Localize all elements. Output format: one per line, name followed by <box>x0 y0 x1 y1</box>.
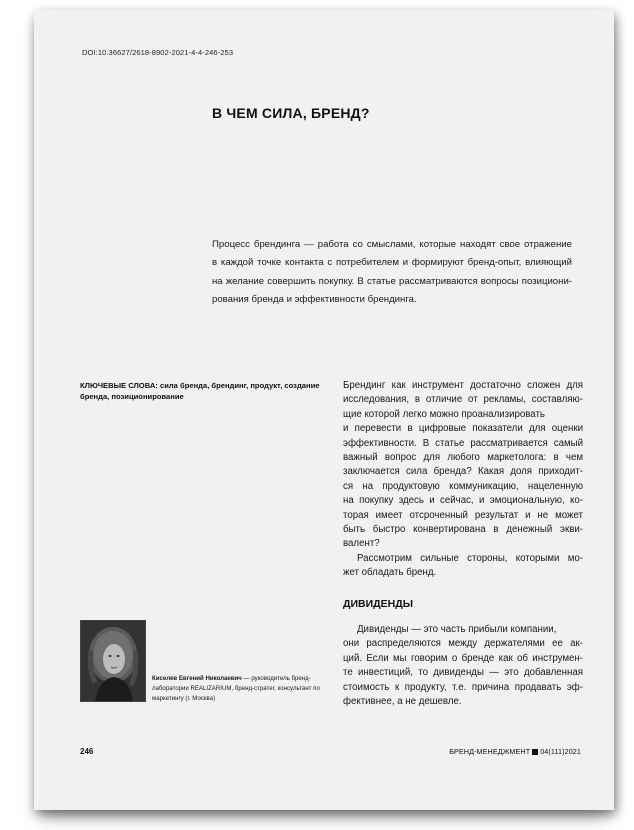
author-name: Киселев Евгений Николаевич <box>152 675 242 682</box>
section-line: ций. Если мы говорим о бренде как об инструмен- <box>343 652 583 664</box>
section-line: они распределяются между держателями ее ак- <box>343 638 583 650</box>
abstract-line: на желание совершить покупку. В статье рассматриваются вопросы позициони- <box>212 275 572 287</box>
abstract-line: Процесс брендинга — работа со смыслами, которые находят свое отражение <box>212 239 572 250</box>
body-line: исследования, в отличие от рекламы, составляю- <box>343 394 583 406</box>
body-line: Рассмотрим сильные стороны, которыми мо- <box>357 552 583 564</box>
section-text <box>343 623 583 709</box>
author-info <box>152 674 322 705</box>
author-photo <box>80 620 146 702</box>
journal-issue-number: 04(111)2021 <box>540 747 581 756</box>
abstract-line: в каждой точке контакта с потребителем и формируют бренд-опыт, влияющий <box>212 257 572 269</box>
body-line: валент? <box>343 538 380 550</box>
author-location: маркетингу (г. Москва) <box>152 695 216 703</box>
journal-name: БРЕНД-МЕНЕДЖМЕНТ <box>449 747 531 756</box>
body-line: на покупку здесь и сейчас, и эмоциональную, ко- <box>343 495 583 507</box>
section-line: фективнее, а не дешевле. <box>343 696 462 708</box>
body-line: заключается сила бренда? Какая доля приходит- <box>343 466 583 478</box>
section-line: те инвестиций, то дивиденды — это добавленная <box>343 667 583 679</box>
journal-page <box>34 10 614 810</box>
body-line: ся на продуктовую коммуникацию, нацеленную <box>343 480 583 492</box>
doi-line: DOI:10.36627/2618-8902-2021-4-4-246-253 <box>82 48 234 57</box>
author-role: — руководитель бренд- <box>241 675 311 682</box>
page-number: 246 <box>80 747 94 756</box>
body-line: важный вопрос для любого маркетолога: в чем <box>343 452 583 464</box>
body-line: Брендинг как инструмент достаточно сложен для <box>343 380 583 391</box>
keywords-label: КЛЮЧЕВЫЕ СЛОВА: <box>80 381 158 390</box>
author-affiliation: лаборатории REALIZARIUM, бренд-стратег, консультант по <box>152 685 320 693</box>
body-line: эффективности. В статье рассматривается самый <box>343 437 583 449</box>
abstract-line: рования бренда и эффективности брендинга. <box>212 293 417 305</box>
section-line: стоимость к продукту, т.е. причина продавать эф- <box>343 681 583 693</box>
body-line: жет обладать бренд. <box>343 567 437 579</box>
keywords-block <box>80 380 320 402</box>
intro-text <box>343 379 583 581</box>
body-line: быть быстро конвертирована в денежный экви- <box>343 524 583 536</box>
body-line: и перевести в цифровые показатели для оценки <box>343 423 583 435</box>
journal-issue <box>449 747 581 756</box>
article-title: В ЧЕМ СИЛА, БРЕНД? <box>212 105 370 121</box>
keywords-text: сила бренда, брендинг, продукт, создание бренда, позиционирование <box>80 381 320 401</box>
square-separator-icon <box>532 749 538 755</box>
abstract <box>212 236 572 309</box>
author-portrait-image <box>81 621 145 701</box>
body-line: щие которой легко можно проанализировать <box>343 408 545 420</box>
body-line: торая имеет отсроченный результат и не может <box>343 509 583 521</box>
section-line: Дивиденды — это часть прибыли компании, <box>357 624 557 635</box>
section-heading: ДИВИДЕНДЫ <box>343 598 413 610</box>
